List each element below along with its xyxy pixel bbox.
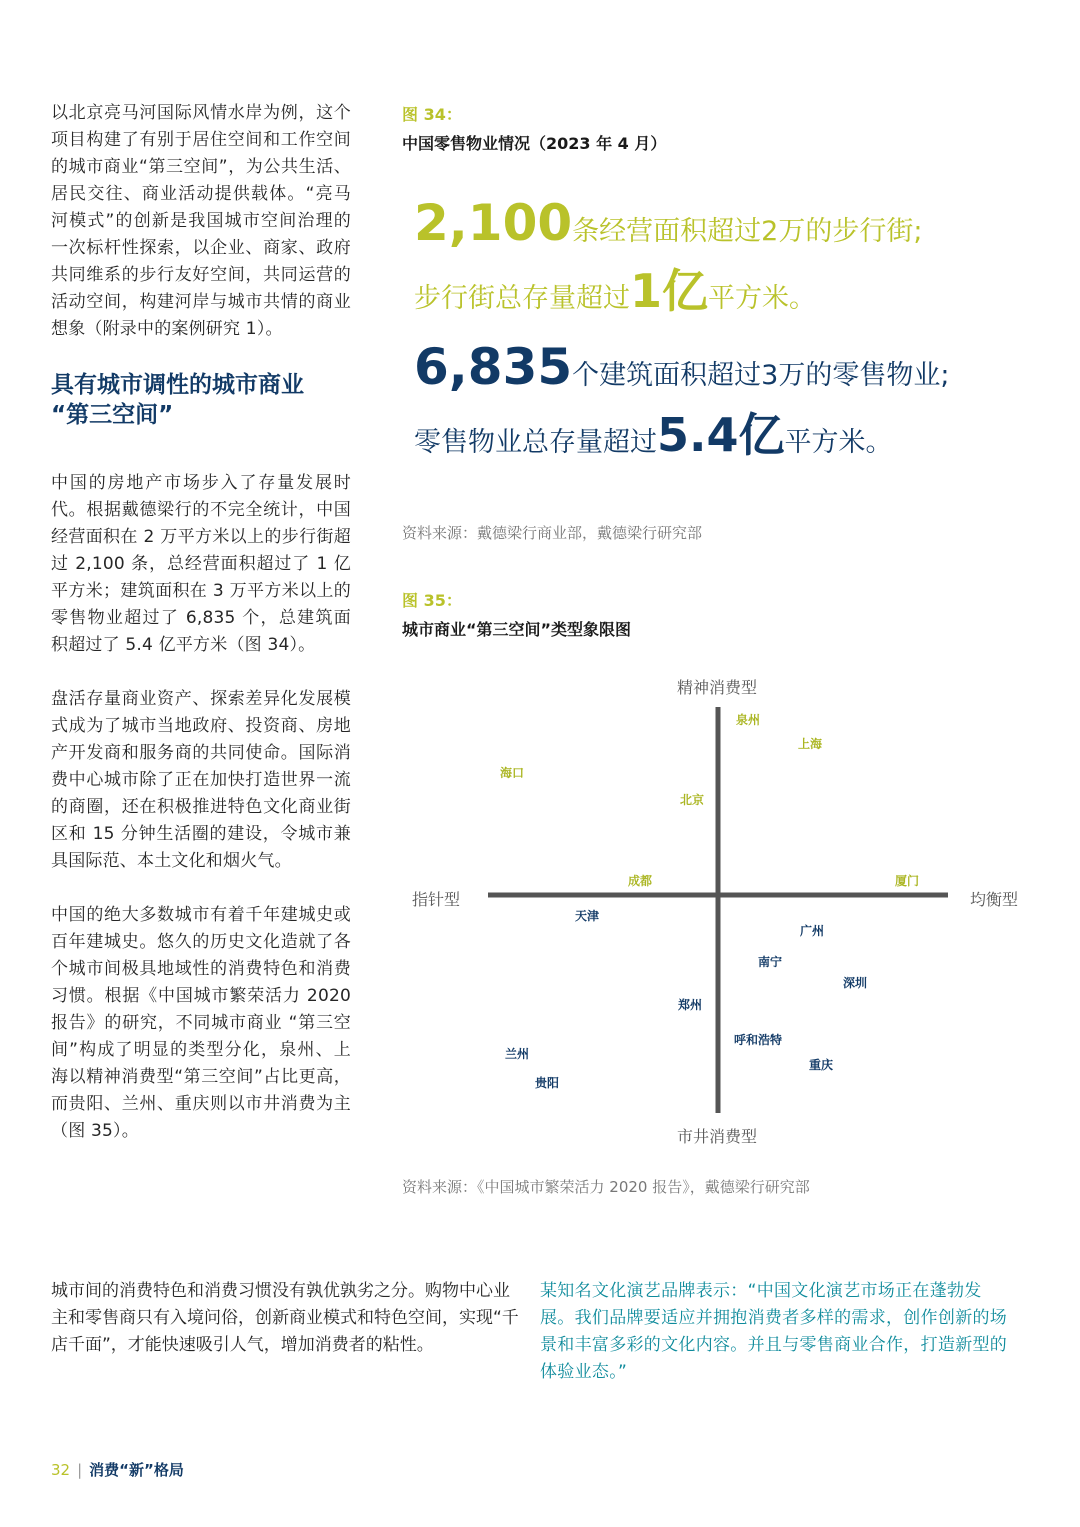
figure-35-source: 资料来源：《中国城市繁荣活力 2020 报告》，戴德梁行研究部 — [402, 1178, 810, 1196]
quadrant-axes — [402, 665, 1042, 1145]
city-quanzhou: 泉州 — [736, 713, 761, 727]
footer-separator: | — [77, 1461, 83, 1479]
stat-line-3 — [414, 338, 1034, 396]
stat-retail-area-value: 5.4亿 — [657, 408, 785, 462]
figure-34-title: 中国零售物业情况（2023 年 4 月） — [402, 134, 667, 153]
stat-walking-area-pre: 步行街总存量超过 — [414, 283, 630, 314]
axis-label-left: 指针型 — [412, 890, 461, 909]
footer-title: 消费“新”格局 — [89, 1461, 184, 1479]
body-paragraph-1: 以北京亮马河国际风情水岸为例，这个项目构建了有别于居住空间和工作空间的城市商业“第三空间”，为公共生活、居民交往、商业活动提供载体。“亮马河模式”的创新是我国城市空间治理的一次标杆性探索，以企业、商家、政府共同维系的步行友好空间，共同运营的活动空间，构建河岸与城市共情的商业想象（附录中的案例研究 1）。 — [51, 103, 351, 339]
stat-walking-streets-text: 条经营面积超过2万的步行街; — [572, 216, 923, 247]
city-shanghai: 上海 — [798, 737, 823, 751]
city-guangzhou: 广州 — [800, 924, 825, 938]
stat-retail-area-pre: 零售物业总存量超过 — [414, 427, 657, 458]
city-lanzhou: 兰州 — [505, 1047, 530, 1061]
city-chengdu: 成都 — [628, 874, 653, 888]
figure-34-label: 图 34： — [402, 105, 462, 124]
body-paragraph-4: 中国的绝大多数城市有着千年建城史或百年建城史。悠久的历史文化造就了各个城市间极具地域性的消费特色和消费习惯。根据《中国城市繁荣活力 2020 报告》的研究，不同城市商业 “第三空间”构成了明显的类型分化，泉州、上海以精神消费型“第三空间”占比更高，而贵阳、兰州、重庆则以市井消费为主（图 35）。 — [51, 905, 351, 1141]
page-footer — [51, 1459, 184, 1480]
figure-35-label: 图 35： — [402, 591, 462, 610]
city-shenzhen: 深圳 — [843, 976, 868, 990]
city-chongqing: 重庆 — [809, 1058, 834, 1072]
stat-line-1 — [414, 194, 1034, 252]
figure-35-title: 城市商业“第三空间”类型象限图 — [402, 620, 632, 639]
left-column — [51, 100, 351, 1172]
city-nanning: 南宁 — [758, 955, 783, 969]
stat-walking-area-post: 平方米。 — [708, 283, 817, 314]
city-guiyang: 贵阳 — [535, 1076, 560, 1090]
body-paragraph-3: 盘活存量商业资产、探索差异化发展模式成为了城市当地政府、投资商、房地产开发商和服务商的共同使命。国际消费中心城市除了正在加快打造世界一流的商圈，还在积极推进特色文化商业街区和 15 分钟生活圈的建设，令城市兼具国际范、本土文化和烟火气。 — [51, 689, 351, 871]
stat-retail-area-post: 平方米。 — [784, 427, 893, 458]
city-tianjin: 天津 — [575, 909, 600, 923]
stat-line-4 — [414, 408, 1034, 462]
bottom-paragraph: 城市间的消费特色和消费习惯没有孰优孰劣之分。购物中心业主和零售商只有入境问俗，创新商业模式和特色空间，实现“千店千面”，才能快速吸引人气，增加消费者的粘性。 — [51, 1281, 519, 1355]
figure-34-source: 资料来源：戴德梁行商业部，戴德梁行研究部 — [402, 524, 703, 542]
city-xiamen: 厦门 — [895, 874, 920, 888]
section-heading-line-2: “第三空间” — [51, 402, 174, 428]
stat-retail-text: 个建筑面积超过3万的零售物业; — [572, 360, 950, 391]
stat-retail-count: 6,835 — [414, 338, 573, 396]
section-heading-line-1: 具有城市调性的城市商业 — [51, 372, 304, 398]
figure-34-stats — [414, 194, 1034, 462]
city-zhengzhou: 郑州 — [678, 998, 703, 1012]
city-haikou: 海口 — [500, 766, 525, 780]
stat-walking-area-value: 1亿 — [630, 264, 709, 318]
quadrant-chart — [402, 665, 1042, 1145]
city-beijing: 北京 — [680, 793, 705, 807]
axis-label-top: 精神消费型 — [677, 678, 758, 697]
section-heading — [51, 370, 351, 430]
page-number: 32 — [51, 1461, 71, 1479]
axis-label-right: 均衡型 — [970, 890, 1019, 909]
body-paragraph-2: 中国的房地产市场步入了存量发展时代。根据戴德梁行的不完全统计，中国经营面积在 2 万平方米以上的步行街超过 2,100 条，总经营面积超过了 1 亿平方米；建筑面积在 3 万平方米以上的零售物业超过了 6,835 个，总建筑面积超过了 5.4 亿平方米（图 34）。 — [51, 473, 351, 655]
stat-walking-streets-count: 2,100 — [414, 194, 573, 252]
stat-line-2 — [414, 264, 1034, 318]
axis-label-bottom: 市井消费型 — [677, 1127, 758, 1146]
city-huhehaote: 呼和浩特 — [734, 1033, 783, 1047]
pull-quote: 某知名文化演艺品牌表示：“中国文化演艺市场正在蓬勃发展。我们品牌要适应并拥抱消费者多样的需求，创作创新的场景和丰富多彩的文化内容。并且与零售商业合作，打造新型的体验业态。” — [540, 1281, 1008, 1382]
